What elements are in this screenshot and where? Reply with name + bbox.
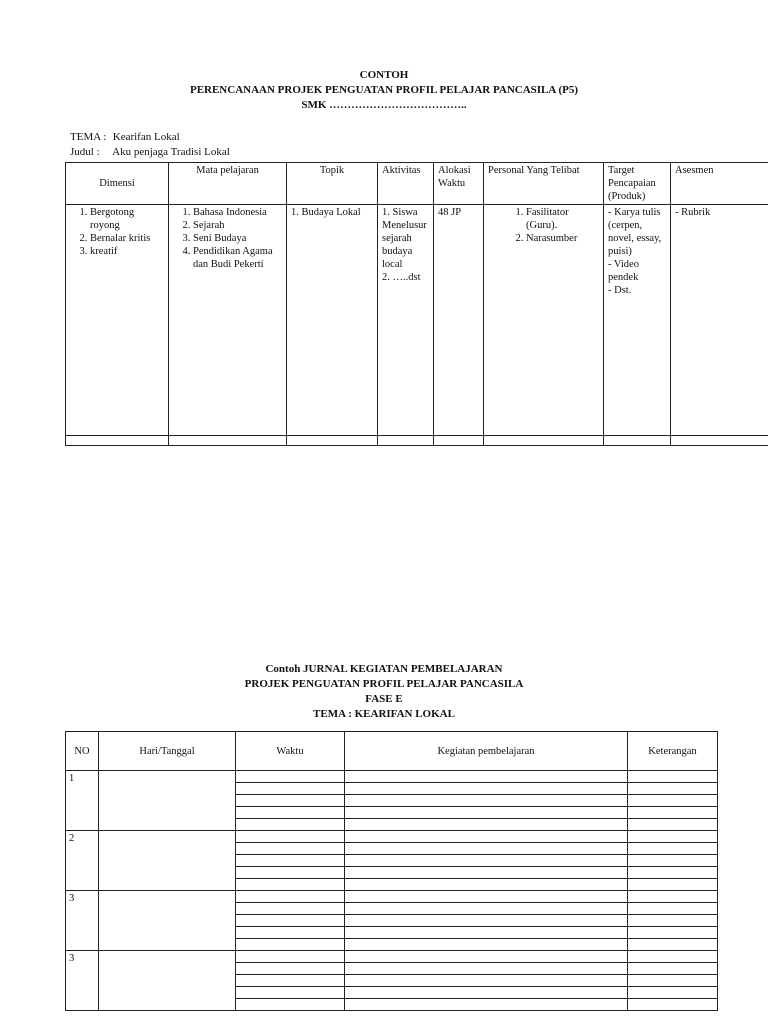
doc-title-smk: SMK ……………………………….. (301, 99, 467, 111)
jurnal-cell-keterangan[interactable] (628, 843, 718, 855)
jurnal-cell-kegiatan[interactable] (345, 999, 628, 1011)
jurnal-cell-waktu[interactable] (236, 867, 345, 879)
jurnal-cell-waktu[interactable] (236, 831, 345, 843)
jurnal-cell-keterangan[interactable] (628, 927, 718, 939)
cell-personal (484, 205, 604, 436)
p5-planning-table (65, 162, 768, 446)
jurnal-cell-kegiatan[interactable] (345, 975, 628, 987)
header-alokasi-waktu: Alokasi Waktu (434, 163, 484, 205)
jurnal-row-number: 3 (66, 951, 99, 1011)
jurnal-cell-hari[interactable] (99, 771, 236, 831)
cell-asesmen: - Rubrik (671, 205, 768, 436)
header-kegiatan: Kegiatan pembelajaran (345, 732, 628, 771)
header-target: Target Pencapaian (Produk) (604, 163, 671, 205)
dimensi-item: 2. Bernalar kritis (90, 232, 164, 245)
aktivitas-item: 2. …..dst (382, 272, 421, 283)
jurnal-row (66, 891, 718, 903)
jurnal-row-number: 2 (66, 831, 99, 891)
target-item: - Dst. (608, 285, 632, 296)
jurnal-row (66, 831, 718, 843)
jurnal-cell-waktu[interactable] (236, 975, 345, 987)
jurnal-cell-kegiatan[interactable] (345, 987, 628, 999)
jurnal-cell-waktu[interactable] (236, 891, 345, 903)
header-hari-tanggal: Hari/Tanggal (99, 732, 236, 771)
jurnal-cell-keterangan[interactable] (628, 915, 718, 927)
cell-alokasi-waktu: 48 JP (434, 205, 484, 436)
jurnal-cell-kegiatan[interactable] (345, 951, 628, 963)
jurnal-cell-keterangan[interactable] (628, 855, 718, 867)
jurnal-row (66, 771, 718, 783)
cell-dimensi (66, 205, 169, 436)
mapel-item: 2. Sejarah (193, 219, 282, 232)
jurnal-cell-kegiatan[interactable] (345, 927, 628, 939)
jurnal-cell-waktu[interactable] (236, 939, 345, 951)
jurnal-cell-kegiatan[interactable] (345, 963, 628, 975)
jurnal-cell-keterangan[interactable] (628, 867, 718, 879)
jurnal-cell-kegiatan[interactable] (345, 891, 628, 903)
header-aktivitas: Aktivitas (378, 163, 434, 205)
jurnal-title-4: TEMA : KEARIFAN LOKAL (313, 708, 455, 720)
cell-target (604, 205, 671, 436)
jurnal-cell-kegiatan[interactable] (345, 879, 628, 891)
header-personal: Personal Yang Telibat (484, 163, 604, 205)
jurnal-cell-keterangan[interactable] (628, 951, 718, 963)
jurnal-cell-kegiatan[interactable] (345, 867, 628, 879)
jurnal-title-2: PROJEK PENGUATAN PROFIL PELAJAR PANCASILA (244, 678, 524, 690)
jurnal-cell-kegiatan[interactable] (345, 771, 628, 783)
jurnal-cell-keterangan[interactable] (628, 987, 718, 999)
personal-item: 2. Narasumber (526, 232, 599, 245)
jurnal-cell-waktu[interactable] (236, 903, 345, 915)
jurnal-cell-waktu[interactable] (236, 783, 345, 795)
jurnal-cell-kegiatan[interactable] (345, 783, 628, 795)
jurnal-cell-waktu[interactable] (236, 795, 345, 807)
jurnal-row-number: 1 (66, 771, 99, 831)
jurnal-cell-kegiatan[interactable] (345, 855, 628, 867)
jurnal-cell-keterangan[interactable] (628, 795, 718, 807)
jurnal-cell-waktu[interactable] (236, 879, 345, 891)
cell-mata-pelajaran (169, 205, 287, 436)
cell-aktivitas (378, 205, 434, 436)
meta-tema-key: TEMA : (70, 131, 107, 143)
dimensi-item: 3. kreatif (90, 245, 164, 258)
aktivitas-item: 1. Siswa Menelusur sejarah budaya local (382, 207, 427, 270)
header-no: NO (66, 732, 99, 771)
header-keterangan: Keterangan (628, 732, 718, 771)
jurnal-table (65, 731, 718, 1011)
jurnal-cell-keterangan[interactable] (628, 891, 718, 903)
jurnal-cell-waktu[interactable] (236, 927, 345, 939)
header-mata-pelajaran: Mata pelajaran (169, 163, 287, 205)
target-item: - Karya tulis (cerpen, novel, essay, puisi) (608, 207, 662, 257)
jurnal-title-1: Contoh JURNAL KEGIATAN PEMBELAJARAN (265, 663, 503, 675)
jurnal-cell-kegiatan[interactable] (345, 903, 628, 915)
jurnal-cell-waktu[interactable] (236, 999, 345, 1011)
jurnal-cell-keterangan[interactable] (628, 975, 718, 987)
jurnal-cell-kegiatan[interactable] (345, 795, 628, 807)
jurnal-cell-waktu[interactable] (236, 807, 345, 819)
jurnal-cell-waktu[interactable] (236, 915, 345, 927)
dimensi-item: 1. Bergotong royong (90, 206, 164, 232)
doc-title-contoh: CONTOH (359, 69, 409, 81)
jurnal-cell-waktu[interactable] (236, 987, 345, 999)
personal-item: 1. Fasilitator (Guru). (526, 206, 599, 232)
p5-header-row (66, 163, 768, 205)
jurnal-cell-waktu[interactable] (236, 843, 345, 855)
meta-judul (70, 145, 230, 159)
jurnal-cell-hari[interactable] (99, 831, 236, 891)
jurnal-cell-waktu[interactable] (236, 855, 345, 867)
header-asesmen: Asesmen (671, 163, 768, 205)
jurnal-cell-kegiatan[interactable] (345, 843, 628, 855)
target-item: - Video pendek (608, 259, 639, 283)
mapel-item: 1. Bahasa Indonesia (193, 206, 282, 219)
mapel-item: 4. Pendidikan Agama dan Budi Pekerti (193, 245, 282, 271)
jurnal-cell-waktu[interactable] (236, 951, 345, 963)
meta-judul-value: Aku penjaga Tradisi Lokal (112, 146, 230, 158)
meta-judul-key: Judul : (70, 146, 100, 158)
cell-topik: 1. Budaya Lokal (287, 205, 378, 436)
p5-blank-row (66, 436, 768, 446)
p5-content-row (66, 205, 768, 436)
jurnal-cell-keterangan[interactable] (628, 963, 718, 975)
jurnal-cell-waktu[interactable] (236, 963, 345, 975)
jurnal-cell-keterangan[interactable] (628, 807, 718, 819)
jurnal-title-3: FASE E (365, 693, 403, 705)
jurnal-cell-hari[interactable] (99, 951, 236, 1011)
jurnal-cell-keterangan[interactable] (628, 783, 718, 795)
jurnal-cell-kegiatan[interactable] (345, 915, 628, 927)
jurnal-cell-kegiatan[interactable] (345, 939, 628, 951)
meta-tema (70, 130, 180, 144)
jurnal-cell-keterangan[interactable] (628, 879, 718, 891)
jurnal-cell-keterangan[interactable] (628, 831, 718, 843)
jurnal-cell-kegiatan[interactable] (345, 831, 628, 843)
jurnal-cell-waktu[interactable] (236, 771, 345, 783)
jurnal-cell-kegiatan[interactable] (345, 819, 628, 831)
jurnal-cell-hari[interactable] (99, 891, 236, 951)
jurnal-cell-keterangan[interactable] (628, 771, 718, 783)
jurnal-cell-keterangan[interactable] (628, 999, 718, 1011)
header-dimensi: Dimensi (66, 163, 169, 205)
jurnal-cell-waktu[interactable] (236, 819, 345, 831)
jurnal-row (66, 951, 718, 963)
jurnal-cell-keterangan[interactable] (628, 939, 718, 951)
jurnal-row-number: 3 (66, 891, 99, 951)
mapel-item: 3. Seni Budaya (193, 232, 282, 245)
jurnal-cell-kegiatan[interactable] (345, 807, 628, 819)
meta-tema-value: Kearifan Lokal (112, 131, 180, 143)
jurnal-header-row (66, 732, 718, 771)
header-waktu: Waktu (236, 732, 345, 771)
header-topik: Topik (287, 163, 378, 205)
doc-title-main: PERENCANAAN PROJEK PENGUATAN PROFIL PELAJAR PANCASILA (P5) (189, 84, 579, 96)
jurnal-cell-keterangan[interactable] (628, 819, 718, 831)
jurnal-cell-keterangan[interactable] (628, 903, 718, 915)
